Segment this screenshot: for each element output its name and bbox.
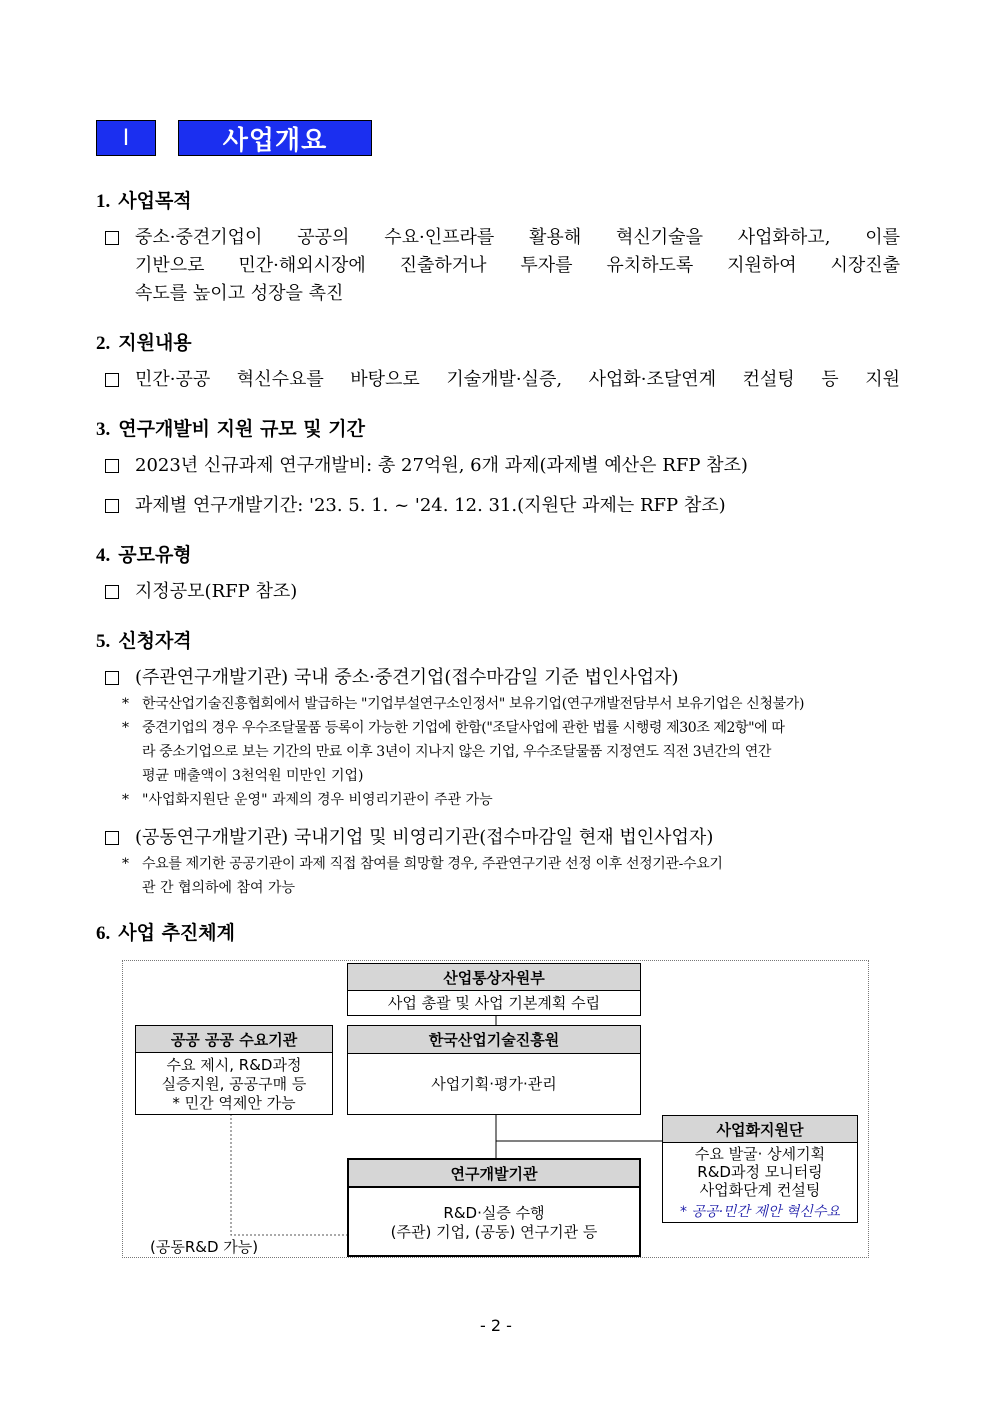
chapter-title: 사업개요 xyxy=(222,125,328,156)
support-note: * 공공·민간 제안 혁신수요 xyxy=(679,1204,841,1220)
section-5-heading: 5. 신청자격 xyxy=(96,630,192,652)
demand-line-1: 수요 제시, R&D과정 xyxy=(166,1055,302,1074)
section-3-heading: 3. 연구개발비 지원 규모 및 기간 xyxy=(96,418,365,440)
demand-institution-box xyxy=(135,1025,333,1115)
section-3-bullet-2: 과제별 연구개발기간: '23. 5. 1. ~ '24. 12. 31.(지원단 과제는 RFP 참조) xyxy=(105,492,900,520)
demand-line-2: 실증지원, 공공구매 등 xyxy=(161,1074,307,1093)
rnd-title: 연구개발기관 xyxy=(349,1160,639,1188)
support-title: 사업화지원단 xyxy=(663,1116,857,1143)
joint-rnd-label: (공동R&D 가능) xyxy=(150,1238,259,1256)
rnd-line-2: (주관) 기업, (공동) 연구기관 등 xyxy=(390,1222,598,1241)
section-1-heading: 1. 사업목적 xyxy=(96,190,192,212)
support-group-box xyxy=(662,1115,858,1223)
section-4-bullet: 지정공모(RFP 참조) xyxy=(105,578,900,606)
kiat-body: 사업기획·평가·관리 xyxy=(431,1075,557,1093)
section-5-bullet-1: (주관연구개발기관) 국내 중소·중견기업(접수마감일 기준 법인사업자) xyxy=(105,664,900,692)
section-6-heading: 6. 사업 추진체계 xyxy=(96,922,235,944)
section-5-note-3: * "사업화지원단 운영" 과제의 경우 비영리기관이 주관 가능 xyxy=(122,792,493,808)
section-5-note-1: * 한국산업기술진흥협회에서 발급하는 "기업부설연구소인정서" 보유기업(연구개발전담부서 보유기업은 신청불가) xyxy=(122,696,805,712)
demand-title: 공공 공공 수요기관 xyxy=(136,1026,332,1053)
motie-title: 산업통상자원부 xyxy=(348,964,640,991)
section-1-bullet: 중소·중견기업이 공공의 수요·인프라를 활용해 혁신기술을 사업화하고, 이를 기반으로 민간·해외시장에 진출하거나 투자를 유치하도록 지원하여 시장진출 속도를 높이고 성장을 촉진 xyxy=(105,224,900,308)
kiat-title: 한국산업기술진흥원 xyxy=(348,1026,640,1054)
motie-body: 사업 총괄 및 사업 기본계획 수립 xyxy=(387,994,601,1012)
motie-box xyxy=(347,963,641,1016)
page-number: - 2 - xyxy=(480,1316,512,1335)
chapter-number: Ⅰ xyxy=(122,125,130,151)
section-5-bullet-2: (공동연구개발기관) 국내기업 및 비영리기관(접수마감일 현재 법인사업자) xyxy=(105,824,900,852)
rnd-institution-box xyxy=(347,1158,641,1257)
section-3-bullet-1: 2023년 신규과제 연구개발비: 총 27억원, 6개 과제(과제별 예산은 RFP 참조) xyxy=(105,452,900,480)
section-2-heading: 2. 지원내용 xyxy=(96,332,192,354)
section-2-bullet: 민간·공공 혁신수요를 바탕으로 기술개발·실증, 사업화·조달연계 컨설팅 등 지원 xyxy=(105,366,900,394)
support-line-2: R&D과정 모니터링 xyxy=(697,1163,823,1181)
section-5-note-4: * 수요를 제기한 공공기관이 과제 직접 참여를 희망할 경우, 주관연구기관 선정 이후 선정기관-수요기 관 간 협의하에 참여 가능 xyxy=(122,856,723,896)
connector-demand-rnd-dotted xyxy=(231,1114,347,1235)
support-line-1: 수요 발굴· 상세기획 xyxy=(694,1145,826,1163)
support-line-3: 사업화단계 컨설팅 xyxy=(699,1181,821,1199)
kiat-box xyxy=(347,1025,641,1115)
section-4-heading: 4. 공모유형 xyxy=(96,544,192,566)
section-5-note-2: * 중견기업의 경우 우수조달물품 등록이 가능한 기업에 한함("조달사업에 관한 법률 시행령 제30조 제2항"에 따 라 중소기업으로 보는 기간의 만료 이후 3년이 지나지 않은 기업, 우수조달물품 지정연도 직전 3년간의 연간 평균 매출액이 3천억원 미만인 기업) xyxy=(122,720,785,784)
rnd-line-1: R&D·실증 수행 xyxy=(443,1203,545,1222)
demand-line-3: * 민간 역제안 가능 xyxy=(172,1093,296,1112)
